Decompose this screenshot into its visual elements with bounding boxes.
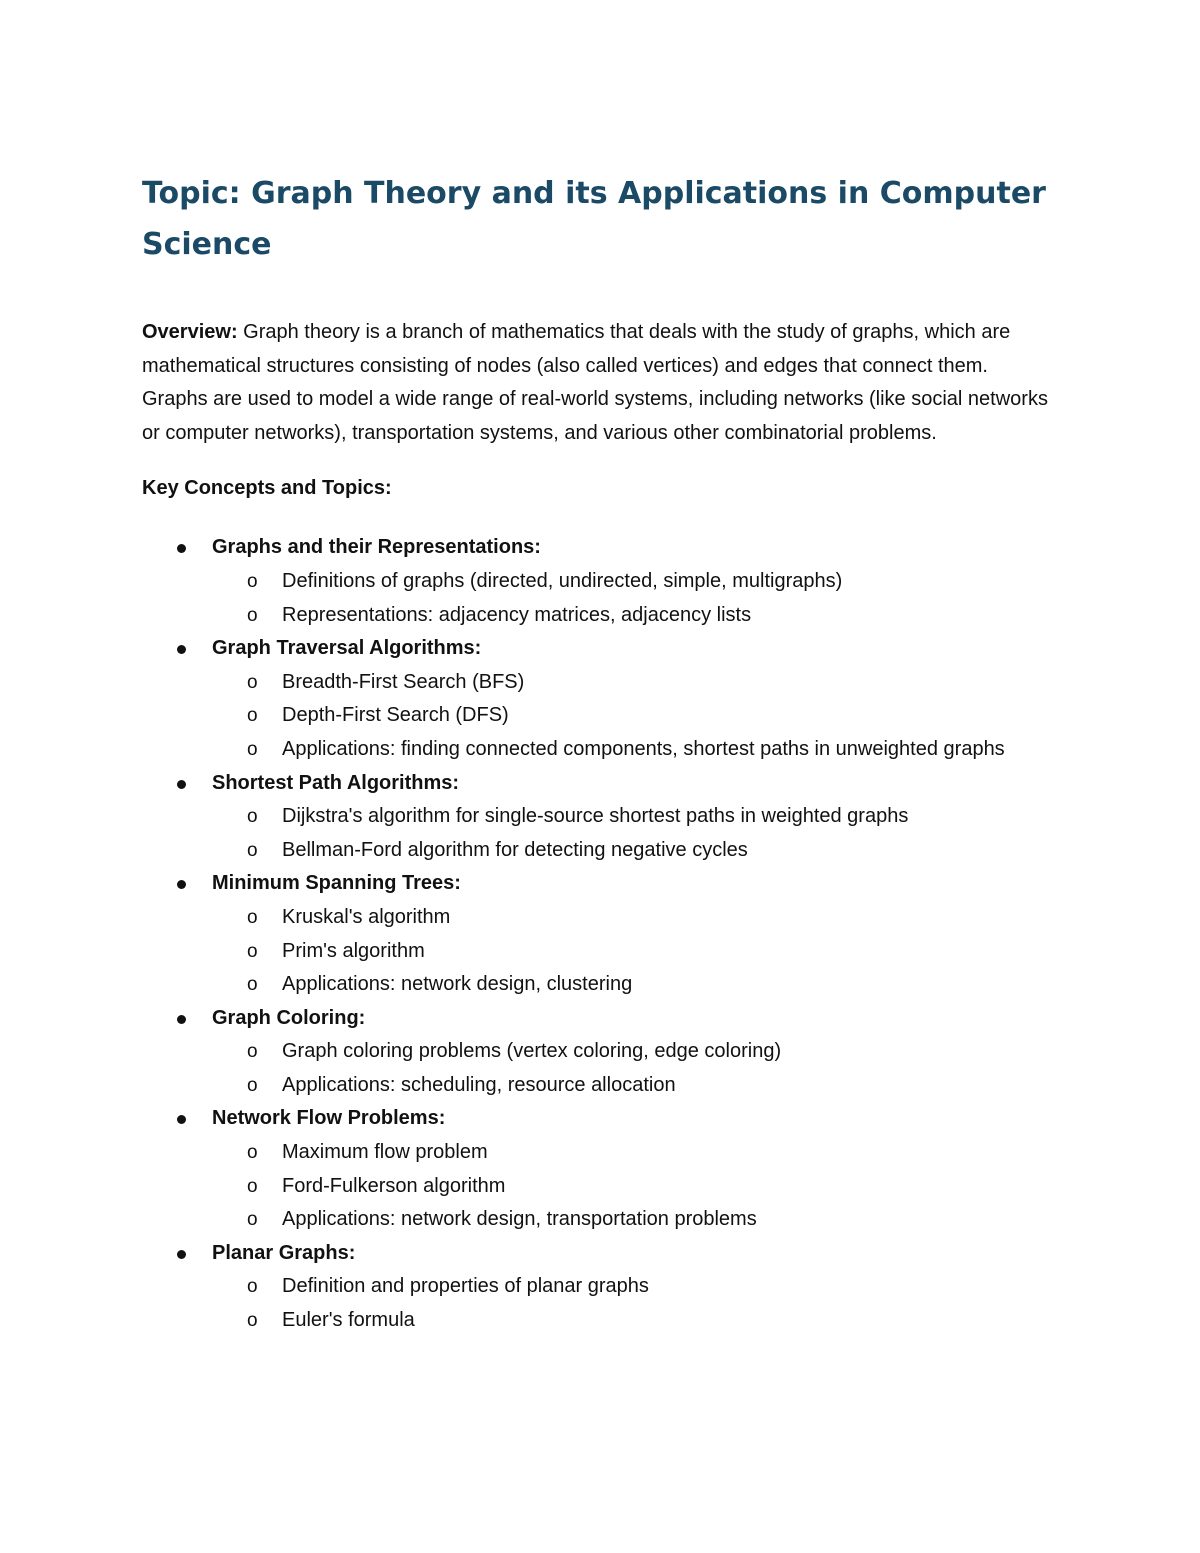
list-item xyxy=(212,935,1052,969)
circle-bullet-icon: o xyxy=(247,906,258,928)
circle-bullet-icon: o xyxy=(247,974,258,996)
topic-subitems xyxy=(212,800,1052,867)
list-item xyxy=(212,968,1052,1002)
bullet-icon xyxy=(177,1250,186,1259)
topic-subitems xyxy=(212,1035,1052,1102)
bullet-icon xyxy=(177,645,186,654)
list-item-text: Kruskal's algorithm xyxy=(282,905,451,928)
list-item-text: Representations: adjacency matrices, adjacency lists xyxy=(282,603,752,626)
circle-bullet-icon: o xyxy=(247,1175,258,1197)
topic-section-label: Graphs and their Representations: xyxy=(212,536,541,559)
key-concepts-list xyxy=(142,531,1052,1337)
circle-bullet-icon: o xyxy=(247,738,258,760)
bullet-icon xyxy=(177,1015,186,1024)
list-item-text: Bellman-Ford algorithm for detecting negative cycles xyxy=(282,838,748,861)
topic-section-label: Shortest Path Algorithms: xyxy=(212,771,460,794)
circle-bullet-icon: o xyxy=(247,839,258,861)
topic-subitems xyxy=(212,1270,1052,1337)
topic-section-label: Planar Graphs: xyxy=(212,1241,356,1264)
circle-bullet-icon: o xyxy=(247,1142,258,1164)
list-item xyxy=(212,901,1052,935)
list-item xyxy=(212,599,1052,633)
list-item-text: Prim's algorithm xyxy=(282,939,425,962)
circle-bullet-icon: o xyxy=(247,671,258,693)
document-page xyxy=(142,168,1052,1338)
topic-section xyxy=(142,632,1052,766)
list-item-text: Applications: network design, clustering xyxy=(282,973,633,996)
topic-section-label: Minimum Spanning Trees: xyxy=(212,872,461,895)
topic-section xyxy=(142,1002,1052,1103)
list-item xyxy=(212,733,1052,767)
list-item-text: Euler's formula xyxy=(282,1309,415,1332)
list-item xyxy=(212,1203,1052,1237)
list-item xyxy=(212,1035,1052,1069)
list-item-text: Definitions of graphs (directed, undirected, simple, multigraphs) xyxy=(282,569,843,592)
list-item xyxy=(212,1069,1052,1103)
list-item-text: Dijkstra's algorithm for single-source shortest paths in weighted graphs xyxy=(282,805,909,828)
overview-paragraph xyxy=(142,316,1052,450)
circle-bullet-icon: o xyxy=(247,705,258,727)
topic-section xyxy=(142,1102,1052,1236)
list-item xyxy=(212,699,1052,733)
bullet-icon xyxy=(177,880,186,889)
circle-bullet-icon: o xyxy=(247,1310,258,1332)
list-item-text: Ford-Fulkerson algorithm xyxy=(282,1174,506,1197)
circle-bullet-icon: o xyxy=(247,1209,258,1231)
list-item xyxy=(212,1136,1052,1170)
list-item-text: Breadth-First Search (BFS) xyxy=(282,670,525,693)
list-item-text: Depth-First Search (DFS) xyxy=(282,704,509,727)
list-item-text: Applications: finding connected components, shortest paths in unweighted graphs xyxy=(282,737,1005,760)
topic-subitems xyxy=(212,565,1052,632)
topic-subitems xyxy=(212,1136,1052,1237)
topic-section-label: Graph Traversal Algorithms: xyxy=(212,637,482,660)
circle-bullet-icon: o xyxy=(247,940,258,962)
list-item xyxy=(212,666,1052,700)
list-item xyxy=(212,1270,1052,1304)
circle-bullet-icon: o xyxy=(247,806,258,828)
list-item-text: Definition and properties of planar graphs xyxy=(282,1275,649,1298)
topic-section xyxy=(142,767,1052,868)
bullet-icon xyxy=(177,1115,186,1124)
key-concepts-heading: Key Concepts and Topics: xyxy=(142,477,392,500)
topic-section xyxy=(142,531,1052,632)
list-item-text: Maximum flow problem xyxy=(282,1141,488,1164)
list-item xyxy=(212,1304,1052,1338)
circle-bullet-icon: o xyxy=(247,1041,258,1063)
circle-bullet-icon: o xyxy=(247,604,258,626)
list-item-text: Applications: network design, transportation problems xyxy=(282,1208,757,1231)
bullet-icon xyxy=(177,544,186,553)
list-item xyxy=(212,800,1052,834)
topic-section xyxy=(142,1237,1052,1338)
overview-label: Overview: xyxy=(142,321,238,343)
topic-section-label: Graph Coloring: xyxy=(212,1006,366,1029)
list-item-text: Applications: scheduling, resource allocation xyxy=(282,1073,676,1096)
circle-bullet-icon: o xyxy=(247,570,258,592)
circle-bullet-icon: o xyxy=(247,1074,258,1096)
circle-bullet-icon: o xyxy=(247,1276,258,1298)
list-item-text: Graph coloring problems (vertex coloring, edge coloring) xyxy=(282,1040,782,1063)
topic-section-label: Network Flow Problems: xyxy=(212,1107,446,1130)
topic-section xyxy=(142,867,1052,1001)
topic-subitems xyxy=(212,901,1052,1002)
topic-subitems xyxy=(212,666,1052,767)
page-title: Topic: Graph Theory and its Applications in Computer Science xyxy=(142,176,1046,262)
overview-text: Graph theory is a branch of mathematics that deals with the study of graphs, which are mathematical structures consisting of nodes (also called vertices) and edges that connect them. Graphs are used to model a wide range of real-world systems, including networks (like social networks or computer networks), transportation systems, and various other combinatorial problems. xyxy=(142,321,1048,444)
list-item xyxy=(212,1170,1052,1204)
list-item xyxy=(212,565,1052,599)
bullet-icon xyxy=(177,780,186,789)
list-item xyxy=(212,834,1052,868)
